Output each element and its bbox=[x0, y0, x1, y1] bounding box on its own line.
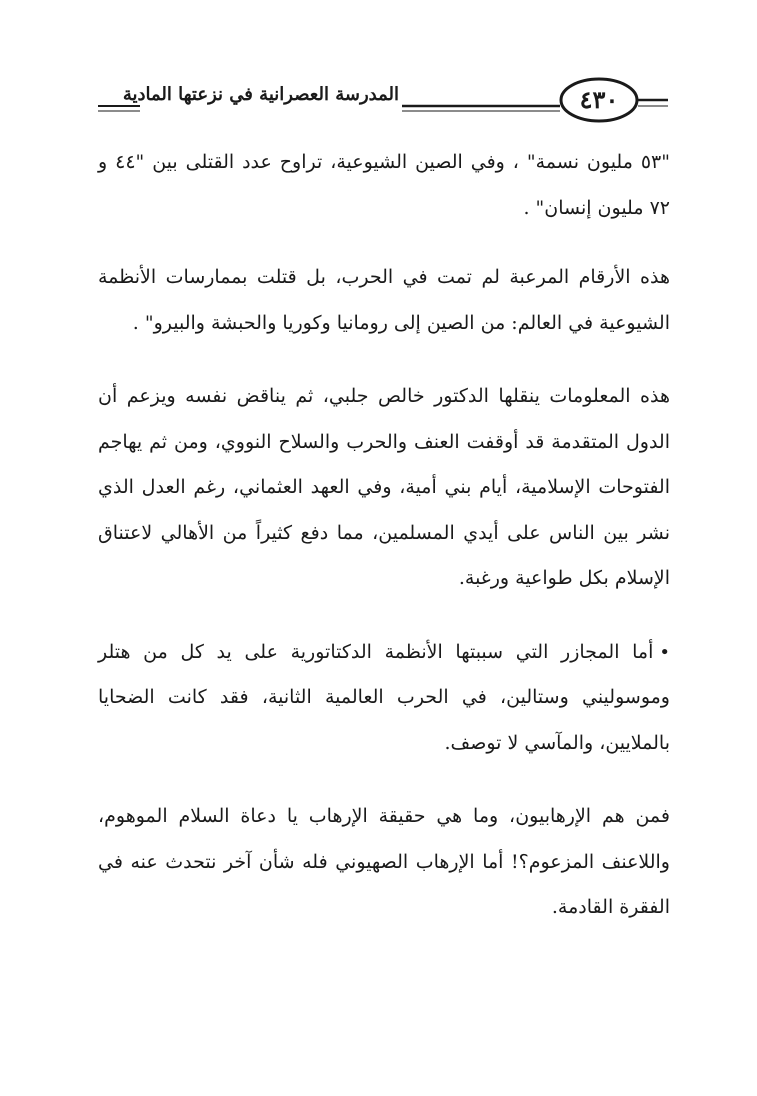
paragraph-2: هذه الأرقام المرعبة لم تمت في الحرب، بل قتلت بممارسات الأنظمة الشيوعية في العالم: من الصين إلى رومانيا وكوريا والحبشة والبيرو" . bbox=[98, 266, 670, 334]
page-number: ٤٣٠ bbox=[579, 85, 619, 114]
paragraph-4-bullet: • أما المجازر التي سببتها الأنظمة الدكتاتورية على يد كل من هتلر وموسوليني وستالين، في الحرب العالمية الثانية، فقد كانت الضحايا بالملايين، والمآسي لا توصف. bbox=[98, 630, 670, 767]
paragraph-1: "٥٣ مليون نسمة" ، وفي الصين الشيوعية، تراوح عدد القتلى بين "٤٤ و ٧٢ مليون إنسان" . bbox=[98, 151, 670, 219]
page-header bbox=[0, 0, 757, 140]
page-body bbox=[98, 140, 670, 959]
paragraph-5: فمن هم الإرهابيون، وما هي حقيقة الإرهاب يا دعاة السلام الموهوم، واللاعنف المزعوم؟! أما الإرهاب الصهيوني فله شأن آخر نتحدث عنه في الفقرة القادمة. bbox=[98, 805, 670, 918]
running-title: المدرسة العصرانية في نزعتها المادية bbox=[122, 84, 399, 105]
header-rule-ornament bbox=[0, 0, 757, 140]
paragraph-3: هذه المعلومات ينقلها الدكتور خالص جلبي، ثم يناقض نفسه ويزعم أن الدول المتقدمة قد أوقفت العنف والحرب والسلاح النووي، ومن ثم يهاجم الفتوحات الإسلامية، أيام بني أمية، وفي العهد العثماني، رغم العدل الذي نشر بين الناس على أيدي المسلمين، مما دفع كثيراً من الأهالي لاعتناق الإسلام بكل طواعية ورغبة. bbox=[98, 385, 670, 589]
